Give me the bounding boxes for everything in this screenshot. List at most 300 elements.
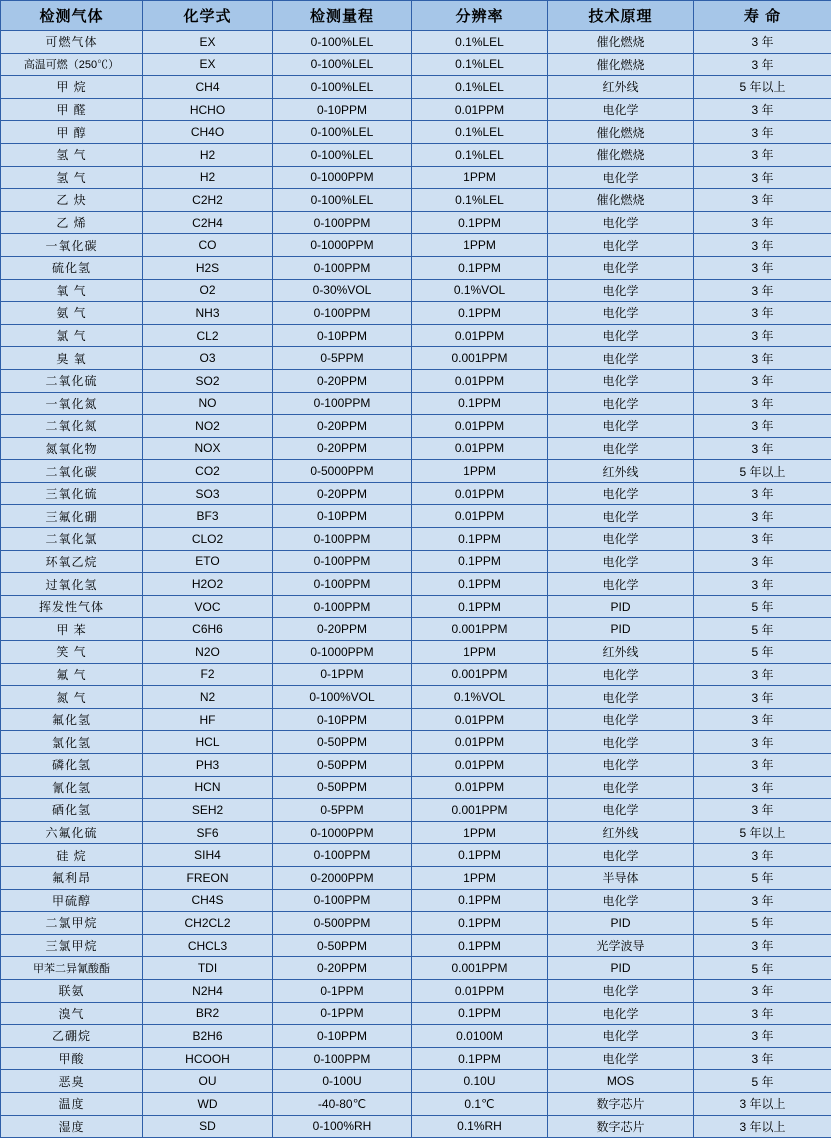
cell-technical-principle: 电化学 bbox=[548, 550, 694, 573]
cell-detection-range: 0-10PPM bbox=[273, 505, 412, 528]
cell-chemical-formula: CO bbox=[143, 234, 273, 257]
cell-lifetime: 3 年 bbox=[694, 98, 831, 121]
cell-technical-principle: 红外线 bbox=[548, 460, 694, 483]
cell-detection-range: 0-1000PPM bbox=[273, 821, 412, 844]
cell-technical-principle: 电化学 bbox=[548, 166, 694, 189]
cell-resolution: 0.1PPM bbox=[412, 211, 548, 234]
cell-detection-range: 0-30%VOL bbox=[273, 279, 412, 302]
table-row bbox=[1, 347, 831, 370]
cell-technical-principle: 红外线 bbox=[548, 821, 694, 844]
cell-gas-name: 甲 烷 bbox=[1, 76, 143, 99]
cell-detection-range: 0-100PPM bbox=[273, 528, 412, 551]
cell-resolution: 0.1PPM bbox=[412, 595, 548, 618]
table-row bbox=[1, 595, 831, 618]
cell-lifetime: 5 年 bbox=[694, 866, 831, 889]
cell-resolution: 0.001PPM bbox=[412, 663, 548, 686]
cell-technical-principle: 电化学 bbox=[548, 482, 694, 505]
table-row bbox=[1, 754, 831, 777]
table-row bbox=[1, 550, 831, 573]
table-row bbox=[1, 1115, 831, 1138]
cell-chemical-formula: NO bbox=[143, 392, 273, 415]
cell-detection-range: 0-50PPM bbox=[273, 776, 412, 799]
cell-chemical-formula: C6H6 bbox=[143, 618, 273, 641]
cell-chemical-formula: C2H2 bbox=[143, 189, 273, 212]
cell-detection-range: 0-100PPM bbox=[273, 256, 412, 279]
cell-lifetime: 3 年 bbox=[694, 369, 831, 392]
table-row bbox=[1, 912, 831, 935]
cell-gas-name: 二氧化氮 bbox=[1, 415, 143, 438]
cell-chemical-formula: NO2 bbox=[143, 415, 273, 438]
cell-detection-range: 0-10PPM bbox=[273, 1025, 412, 1048]
cell-gas-name: 氟 气 bbox=[1, 663, 143, 686]
table-row bbox=[1, 1025, 831, 1048]
cell-resolution: 0.001PPM bbox=[412, 618, 548, 641]
cell-resolution: 0.1PPM bbox=[412, 844, 548, 867]
cell-technical-principle: 电化学 bbox=[548, 279, 694, 302]
table-row bbox=[1, 618, 831, 641]
cell-lifetime: 3 年 bbox=[694, 121, 831, 144]
table-row bbox=[1, 866, 831, 889]
cell-gas-name: 甲酸 bbox=[1, 1047, 143, 1070]
cell-chemical-formula: CH4S bbox=[143, 889, 273, 912]
cell-resolution: 0.01PPM bbox=[412, 369, 548, 392]
table-row bbox=[1, 686, 831, 709]
cell-lifetime: 3 年 bbox=[694, 731, 831, 754]
cell-chemical-formula: ETO bbox=[143, 550, 273, 573]
cell-lifetime: 3 年 bbox=[694, 166, 831, 189]
table-row bbox=[1, 844, 831, 867]
table-row bbox=[1, 437, 831, 460]
cell-gas-name: 氢 气 bbox=[1, 166, 143, 189]
table-row bbox=[1, 979, 831, 1002]
cell-resolution: 1PPM bbox=[412, 866, 548, 889]
cell-lifetime: 5 年 bbox=[694, 912, 831, 935]
cell-lifetime: 3 年 bbox=[694, 53, 831, 76]
cell-technical-principle: 电化学 bbox=[548, 844, 694, 867]
table-row bbox=[1, 505, 831, 528]
cell-chemical-formula: NOX bbox=[143, 437, 273, 460]
cell-technical-principle: 催化燃烧 bbox=[548, 53, 694, 76]
cell-lifetime: 3 年 bbox=[694, 302, 831, 325]
table-row bbox=[1, 211, 831, 234]
cell-gas-name: 挥发性气体 bbox=[1, 595, 143, 618]
cell-chemical-formula: SO2 bbox=[143, 369, 273, 392]
cell-lifetime: 3 年 bbox=[694, 143, 831, 166]
cell-resolution: 0.1PPM bbox=[412, 573, 548, 596]
column-header-lifetime: 寿 命 bbox=[694, 1, 831, 31]
cell-chemical-formula: PH3 bbox=[143, 754, 273, 777]
cell-chemical-formula: CHCL3 bbox=[143, 934, 273, 957]
cell-technical-principle: 电化学 bbox=[548, 731, 694, 754]
cell-lifetime: 3 年 bbox=[694, 234, 831, 257]
cell-chemical-formula: H2O2 bbox=[143, 573, 273, 596]
cell-resolution: 0.1PPM bbox=[412, 1047, 548, 1070]
table-row bbox=[1, 1002, 831, 1025]
cell-lifetime: 3 年 bbox=[694, 279, 831, 302]
cell-lifetime: 3 年 bbox=[694, 1025, 831, 1048]
cell-detection-range: 0-100%LEL bbox=[273, 76, 412, 99]
cell-lifetime: 3 年 bbox=[694, 505, 831, 528]
cell-detection-range: 0-5PPM bbox=[273, 799, 412, 822]
cell-detection-range: 0-1PPM bbox=[273, 979, 412, 1002]
cell-detection-range: 0-20PPM bbox=[273, 957, 412, 980]
cell-resolution: 0.01PPM bbox=[412, 98, 548, 121]
cell-gas-name: 联氨 bbox=[1, 979, 143, 1002]
table-row bbox=[1, 31, 831, 54]
table-row bbox=[1, 708, 831, 731]
cell-resolution: 0.1%LEL bbox=[412, 121, 548, 144]
cell-gas-name: 二氯甲烷 bbox=[1, 912, 143, 935]
table-row bbox=[1, 415, 831, 438]
cell-technical-principle: 电化学 bbox=[548, 505, 694, 528]
cell-technical-principle: PID bbox=[548, 595, 694, 618]
cell-gas-name: 二氧化碳 bbox=[1, 460, 143, 483]
cell-resolution: 0.1%LEL bbox=[412, 31, 548, 54]
cell-resolution: 1PPM bbox=[412, 460, 548, 483]
cell-technical-principle: 电化学 bbox=[548, 98, 694, 121]
cell-technical-principle: 电化学 bbox=[548, 302, 694, 325]
cell-detection-range: 0-1PPM bbox=[273, 1002, 412, 1025]
cell-lifetime: 3 年 bbox=[694, 324, 831, 347]
cell-gas-name: 硒化氢 bbox=[1, 799, 143, 822]
cell-lifetime: 5 年以上 bbox=[694, 76, 831, 99]
cell-lifetime: 3 年 bbox=[694, 189, 831, 212]
table-row bbox=[1, 324, 831, 347]
cell-gas-name: 氮氧化物 bbox=[1, 437, 143, 460]
cell-gas-name: 乙 烯 bbox=[1, 211, 143, 234]
cell-lifetime: 5 年 bbox=[694, 1070, 831, 1093]
table-row bbox=[1, 889, 831, 912]
cell-chemical-formula: WD bbox=[143, 1092, 273, 1115]
cell-lifetime: 3 年 bbox=[694, 934, 831, 957]
cell-technical-principle: 电化学 bbox=[548, 256, 694, 279]
cell-resolution: 0.1℃ bbox=[412, 1092, 548, 1115]
cell-resolution: 0.1PPM bbox=[412, 889, 548, 912]
table-row bbox=[1, 482, 831, 505]
cell-chemical-formula: EX bbox=[143, 31, 273, 54]
cell-chemical-formula: CH4O bbox=[143, 121, 273, 144]
cell-technical-principle: 电化学 bbox=[548, 889, 694, 912]
cell-chemical-formula: TDI bbox=[143, 957, 273, 980]
cell-gas-name: 甲 醇 bbox=[1, 121, 143, 144]
cell-resolution: 0.01PPM bbox=[412, 482, 548, 505]
cell-resolution: 1PPM bbox=[412, 821, 548, 844]
cell-resolution: 0.1PPM bbox=[412, 256, 548, 279]
cell-detection-range: 0-100U bbox=[273, 1070, 412, 1093]
cell-technical-principle: MOS bbox=[548, 1070, 694, 1093]
cell-technical-principle: 电化学 bbox=[548, 528, 694, 551]
cell-gas-name: 氢 气 bbox=[1, 143, 143, 166]
cell-technical-principle: 电化学 bbox=[548, 686, 694, 709]
cell-resolution: 0.1%LEL bbox=[412, 189, 548, 212]
table-row bbox=[1, 821, 831, 844]
cell-chemical-formula: SO3 bbox=[143, 482, 273, 505]
cell-detection-range: 0-1000PPM bbox=[273, 166, 412, 189]
table-row bbox=[1, 98, 831, 121]
cell-lifetime: 5 年 bbox=[694, 618, 831, 641]
cell-lifetime: 3 年 bbox=[694, 392, 831, 415]
table-row bbox=[1, 573, 831, 596]
cell-resolution: 0.0100M bbox=[412, 1025, 548, 1048]
cell-chemical-formula: EX bbox=[143, 53, 273, 76]
cell-gas-name: 一氧化碳 bbox=[1, 234, 143, 257]
table-row bbox=[1, 166, 831, 189]
cell-lifetime: 3 年 bbox=[694, 347, 831, 370]
cell-chemical-formula: BF3 bbox=[143, 505, 273, 528]
cell-lifetime: 3 年 bbox=[694, 256, 831, 279]
table-row bbox=[1, 279, 831, 302]
cell-chemical-formula: CH4 bbox=[143, 76, 273, 99]
cell-lifetime: 3 年以上 bbox=[694, 1115, 831, 1138]
cell-technical-principle: 电化学 bbox=[548, 663, 694, 686]
cell-gas-name: 二氧化硫 bbox=[1, 369, 143, 392]
cell-detection-range: 0-100PPM bbox=[273, 844, 412, 867]
cell-chemical-formula: FREON bbox=[143, 866, 273, 889]
cell-lifetime: 5 年 bbox=[694, 641, 831, 664]
cell-resolution: 1PPM bbox=[412, 166, 548, 189]
cell-gas-name: 氰化氢 bbox=[1, 776, 143, 799]
cell-technical-principle: 电化学 bbox=[548, 437, 694, 460]
cell-detection-range: 0-100PPM bbox=[273, 550, 412, 573]
cell-gas-name: 一氧化氮 bbox=[1, 392, 143, 415]
cell-resolution: 0.1PPM bbox=[412, 302, 548, 325]
cell-detection-range: 0-1000PPM bbox=[273, 641, 412, 664]
cell-chemical-formula: OU bbox=[143, 1070, 273, 1093]
cell-chemical-formula: HF bbox=[143, 708, 273, 731]
cell-technical-principle: 光学波导 bbox=[548, 934, 694, 957]
cell-gas-name: 环氧乙烷 bbox=[1, 550, 143, 573]
cell-chemical-formula: HCL bbox=[143, 731, 273, 754]
cell-detection-range: 0-50PPM bbox=[273, 934, 412, 957]
cell-technical-principle: 电化学 bbox=[548, 347, 694, 370]
cell-gas-name: 可燃气体 bbox=[1, 31, 143, 54]
cell-lifetime: 3 年 bbox=[694, 979, 831, 1002]
cell-lifetime: 3 年 bbox=[694, 776, 831, 799]
cell-resolution: 0.001PPM bbox=[412, 799, 548, 822]
cell-technical-principle: 数字芯片 bbox=[548, 1092, 694, 1115]
cell-lifetime: 3 年 bbox=[694, 482, 831, 505]
cell-chemical-formula: F2 bbox=[143, 663, 273, 686]
cell-gas-name: 湿度 bbox=[1, 1115, 143, 1138]
cell-chemical-formula: VOC bbox=[143, 595, 273, 618]
cell-resolution: 0.1PPM bbox=[412, 1002, 548, 1025]
cell-detection-range: 0-100%LEL bbox=[273, 53, 412, 76]
cell-detection-range: 0-5PPM bbox=[273, 347, 412, 370]
cell-lifetime: 5 年以上 bbox=[694, 821, 831, 844]
cell-resolution: 0.1%VOL bbox=[412, 686, 548, 709]
cell-chemical-formula: SD bbox=[143, 1115, 273, 1138]
cell-technical-principle: 电化学 bbox=[548, 979, 694, 1002]
cell-detection-range: 0-100PPM bbox=[273, 302, 412, 325]
cell-detection-range: 0-1000PPM bbox=[273, 234, 412, 257]
cell-technical-principle: PID bbox=[548, 957, 694, 980]
cell-chemical-formula: N2H4 bbox=[143, 979, 273, 1002]
table-row bbox=[1, 76, 831, 99]
table-row bbox=[1, 143, 831, 166]
cell-detection-range: 0-100%LEL bbox=[273, 189, 412, 212]
cell-technical-principle: 电化学 bbox=[548, 776, 694, 799]
cell-detection-range: 0-5000PPM bbox=[273, 460, 412, 483]
cell-detection-range: 0-100%LEL bbox=[273, 31, 412, 54]
cell-technical-principle: 电化学 bbox=[548, 708, 694, 731]
cell-technical-principle: 半导体 bbox=[548, 866, 694, 889]
cell-lifetime: 3 年 bbox=[694, 686, 831, 709]
cell-chemical-formula: CL2 bbox=[143, 324, 273, 347]
cell-resolution: 0.01PPM bbox=[412, 324, 548, 347]
table-row bbox=[1, 256, 831, 279]
table-row bbox=[1, 53, 831, 76]
cell-gas-name: 甲硫醇 bbox=[1, 889, 143, 912]
cell-gas-name: 乙 炔 bbox=[1, 189, 143, 212]
cell-technical-principle: PID bbox=[548, 912, 694, 935]
cell-gas-name: 氯化氢 bbox=[1, 731, 143, 754]
table-row bbox=[1, 957, 831, 980]
cell-resolution: 0.1%RH bbox=[412, 1115, 548, 1138]
cell-technical-principle: 电化学 bbox=[548, 1047, 694, 1070]
cell-technical-principle: PID bbox=[548, 618, 694, 641]
cell-lifetime: 3 年 bbox=[694, 663, 831, 686]
cell-chemical-formula: NH3 bbox=[143, 302, 273, 325]
cell-gas-name: 硅 烷 bbox=[1, 844, 143, 867]
cell-gas-name: 氯 气 bbox=[1, 324, 143, 347]
cell-gas-name: 甲 苯 bbox=[1, 618, 143, 641]
cell-technical-principle: 电化学 bbox=[548, 754, 694, 777]
cell-chemical-formula: N2 bbox=[143, 686, 273, 709]
cell-chemical-formula: H2S bbox=[143, 256, 273, 279]
cell-detection-range: 0-20PPM bbox=[273, 369, 412, 392]
cell-gas-name: 恶臭 bbox=[1, 1070, 143, 1093]
cell-chemical-formula: H2 bbox=[143, 166, 273, 189]
table-row bbox=[1, 641, 831, 664]
cell-detection-range: 0-100PPM bbox=[273, 889, 412, 912]
cell-detection-range: 0-20PPM bbox=[273, 437, 412, 460]
cell-detection-range: 0-100PPM bbox=[273, 211, 412, 234]
cell-gas-name: 氧 气 bbox=[1, 279, 143, 302]
cell-chemical-formula: O3 bbox=[143, 347, 273, 370]
cell-resolution: 0.001PPM bbox=[412, 347, 548, 370]
cell-gas-name: 乙硼烷 bbox=[1, 1025, 143, 1048]
cell-detection-range: 0-100%VOL bbox=[273, 686, 412, 709]
cell-detection-range: 0-10PPM bbox=[273, 324, 412, 347]
column-header-resolution: 分辨率 bbox=[412, 1, 548, 31]
cell-detection-range: 0-10PPM bbox=[273, 98, 412, 121]
cell-detection-range: 0-1PPM bbox=[273, 663, 412, 686]
cell-lifetime: 3 年 bbox=[694, 573, 831, 596]
cell-technical-principle: 催化燃烧 bbox=[548, 31, 694, 54]
cell-technical-principle: 电化学 bbox=[548, 1002, 694, 1025]
table-row bbox=[1, 776, 831, 799]
cell-detection-range: 0-100PPM bbox=[273, 1047, 412, 1070]
cell-resolution: 0.1%VOL bbox=[412, 279, 548, 302]
table-row bbox=[1, 234, 831, 257]
cell-chemical-formula: H2 bbox=[143, 143, 273, 166]
cell-chemical-formula: HCHO bbox=[143, 98, 273, 121]
cell-technical-principle: 电化学 bbox=[548, 369, 694, 392]
cell-chemical-formula: BR2 bbox=[143, 1002, 273, 1025]
cell-technical-principle: 催化燃烧 bbox=[548, 189, 694, 212]
cell-gas-name: 高温可燃（250℃） bbox=[1, 53, 143, 76]
cell-chemical-formula: SEH2 bbox=[143, 799, 273, 822]
cell-chemical-formula: HCOOH bbox=[143, 1047, 273, 1070]
cell-detection-range: 0-10PPM bbox=[273, 708, 412, 731]
cell-chemical-formula: CLO2 bbox=[143, 528, 273, 551]
cell-lifetime: 3 年 bbox=[694, 1047, 831, 1070]
cell-chemical-formula: C2H4 bbox=[143, 211, 273, 234]
cell-resolution: 0.01PPM bbox=[412, 708, 548, 731]
table-row bbox=[1, 1092, 831, 1115]
cell-technical-principle: 催化燃烧 bbox=[548, 143, 694, 166]
cell-detection-range: 0-100PPM bbox=[273, 392, 412, 415]
table-header bbox=[1, 1, 831, 31]
cell-technical-principle: 电化学 bbox=[548, 392, 694, 415]
cell-chemical-formula: N2O bbox=[143, 641, 273, 664]
cell-technical-principle: 红外线 bbox=[548, 641, 694, 664]
cell-resolution: 0.1PPM bbox=[412, 934, 548, 957]
cell-resolution: 0.1PPM bbox=[412, 912, 548, 935]
cell-detection-range: 0-50PPM bbox=[273, 731, 412, 754]
cell-resolution: 0.01PPM bbox=[412, 731, 548, 754]
cell-chemical-formula: CO2 bbox=[143, 460, 273, 483]
cell-lifetime: 3 年以上 bbox=[694, 1092, 831, 1115]
cell-gas-name: 氮 气 bbox=[1, 686, 143, 709]
cell-resolution: 0.01PPM bbox=[412, 776, 548, 799]
cell-technical-principle: 电化学 bbox=[548, 799, 694, 822]
cell-resolution: 0.1PPM bbox=[412, 392, 548, 415]
table-row bbox=[1, 189, 831, 212]
cell-chemical-formula: SIH4 bbox=[143, 844, 273, 867]
cell-detection-range: 0-20PPM bbox=[273, 482, 412, 505]
cell-technical-principle: 电化学 bbox=[548, 415, 694, 438]
cell-chemical-formula: HCN bbox=[143, 776, 273, 799]
cell-gas-name: 三氯甲烷 bbox=[1, 934, 143, 957]
cell-detection-range: 0-100%RH bbox=[273, 1115, 412, 1138]
cell-technical-principle: 红外线 bbox=[548, 76, 694, 99]
cell-technical-principle: 电化学 bbox=[548, 234, 694, 257]
cell-resolution: 0.1%LEL bbox=[412, 143, 548, 166]
cell-lifetime: 3 年 bbox=[694, 211, 831, 234]
cell-gas-name: 甲苯二异氰酸酯 bbox=[1, 957, 143, 980]
table-row bbox=[1, 302, 831, 325]
cell-gas-name: 磷化氢 bbox=[1, 754, 143, 777]
cell-detection-range: -40-80℃ bbox=[273, 1092, 412, 1115]
cell-resolution: 0.01PPM bbox=[412, 415, 548, 438]
column-header-formula: 化学式 bbox=[143, 1, 273, 31]
cell-lifetime: 3 年 bbox=[694, 437, 831, 460]
cell-gas-name: 臭 氧 bbox=[1, 347, 143, 370]
cell-gas-name: 三氧化硫 bbox=[1, 482, 143, 505]
cell-gas-name: 二氧化氯 bbox=[1, 528, 143, 551]
cell-lifetime: 3 年 bbox=[694, 31, 831, 54]
cell-technical-principle: 电化学 bbox=[548, 573, 694, 596]
cell-lifetime: 5 年 bbox=[694, 595, 831, 618]
cell-gas-name: 温度 bbox=[1, 1092, 143, 1115]
table-row bbox=[1, 663, 831, 686]
cell-lifetime: 5 年以上 bbox=[694, 460, 831, 483]
cell-lifetime: 3 年 bbox=[694, 889, 831, 912]
cell-detection-range: 0-2000PPM bbox=[273, 866, 412, 889]
cell-gas-name: 氨 气 bbox=[1, 302, 143, 325]
cell-lifetime: 5 年 bbox=[694, 957, 831, 980]
cell-resolution: 0.01PPM bbox=[412, 754, 548, 777]
table-header-row bbox=[1, 1, 831, 31]
cell-detection-range: 0-20PPM bbox=[273, 415, 412, 438]
cell-gas-name: 六氟化硫 bbox=[1, 821, 143, 844]
table-row bbox=[1, 369, 831, 392]
cell-lifetime: 3 年 bbox=[694, 550, 831, 573]
table-row bbox=[1, 528, 831, 551]
cell-technical-principle: 电化学 bbox=[548, 324, 694, 347]
cell-technical-principle: 催化燃烧 bbox=[548, 121, 694, 144]
